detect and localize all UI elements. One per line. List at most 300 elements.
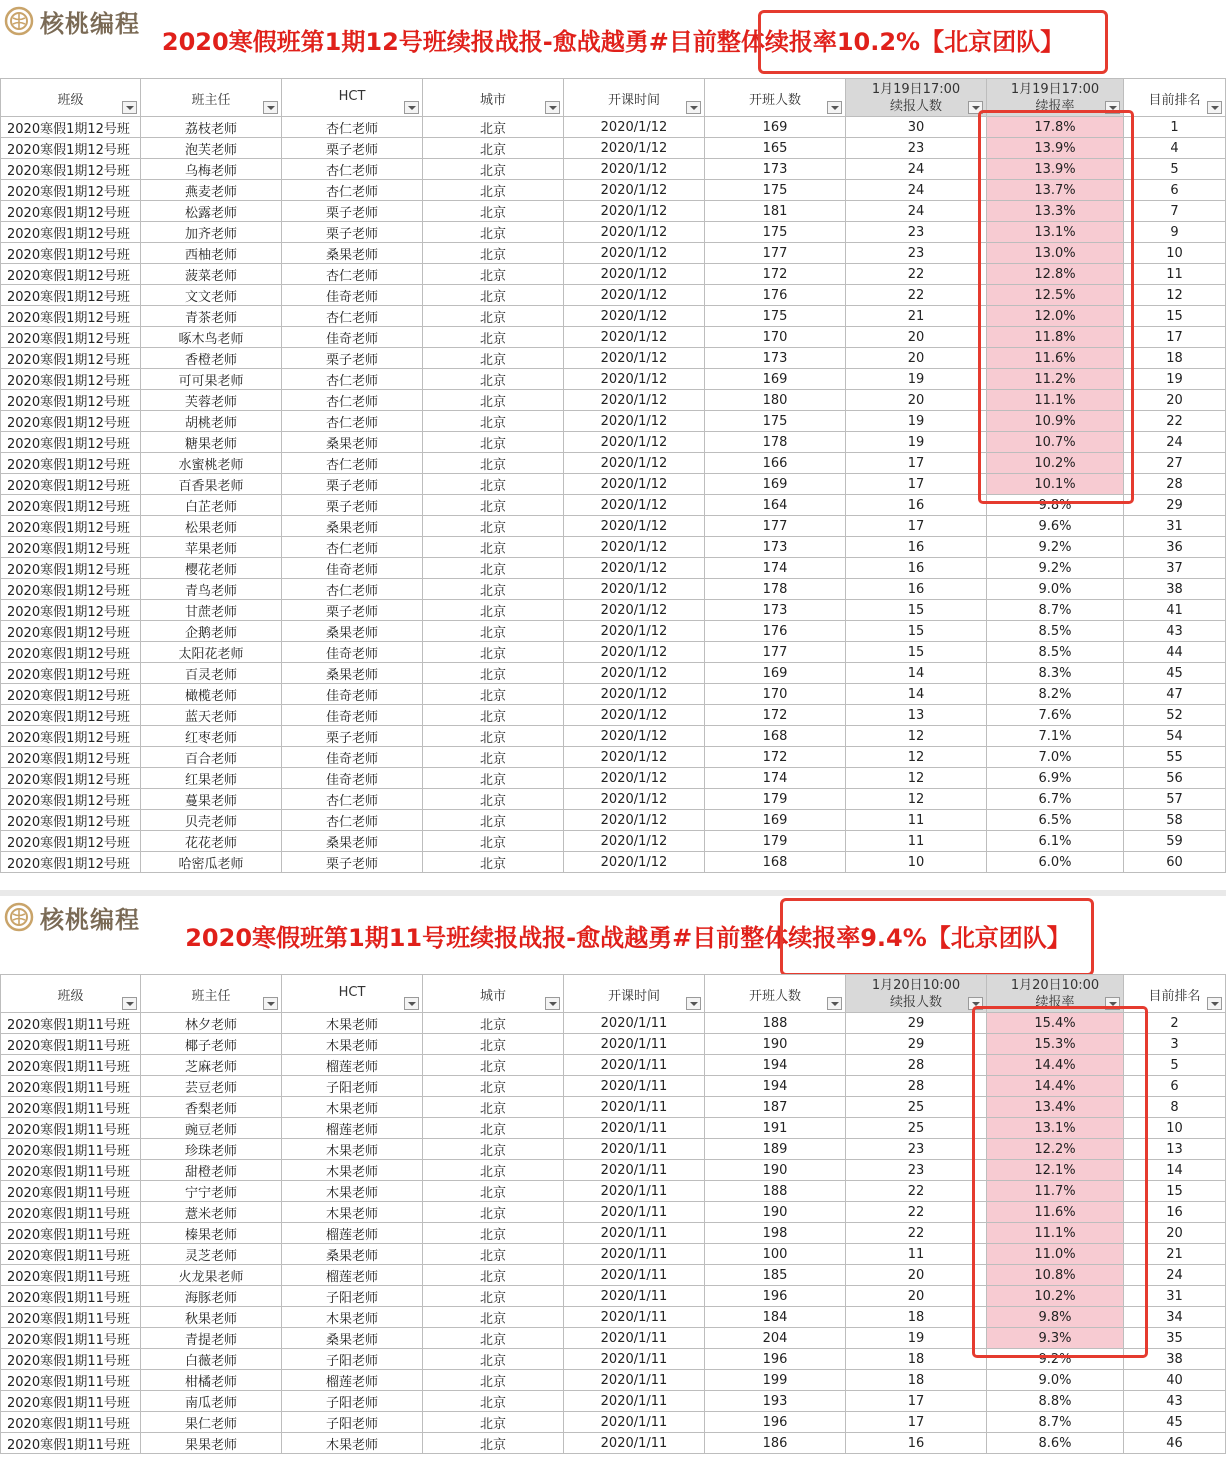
table-row <box>1 1370 1226 1391</box>
column-header-label: 班主任 <box>191 989 231 1004</box>
table-cell: 166 <box>705 453 846 474</box>
table-cell: 2020寒假1期12号班 <box>1 411 141 432</box>
table-cell: 北京 <box>423 768 564 789</box>
table-cell: 百香果老师 <box>141 474 282 495</box>
table-cell: 175 <box>705 180 846 201</box>
table-cell: 2020寒假1期11号班 <box>1 1097 141 1118</box>
overall-rate-highlight-box <box>758 10 1108 74</box>
table-cell: 2020寒假1期12号班 <box>1 390 141 411</box>
table-cell: 2020寒假1期11号班 <box>1 1433 141 1454</box>
table-cell: 2020/1/12 <box>564 285 705 306</box>
table-cell: 2020寒假1期12号班 <box>1 810 141 831</box>
table-row <box>1 621 1226 642</box>
table-cell: 7.1% <box>987 726 1124 747</box>
table-cell: 19 <box>846 369 987 390</box>
table-cell: 29 <box>846 1013 987 1034</box>
table-cell: 2020寒假1期12号班 <box>1 327 141 348</box>
filter-dropdown-icon[interactable] <box>404 997 419 1010</box>
table-cell: 176 <box>705 285 846 306</box>
table-cell: 北京 <box>423 1391 564 1412</box>
column-header <box>846 79 987 117</box>
table-cell: 2020寒假1期12号班 <box>1 348 141 369</box>
table-cell: 2020/1/12 <box>564 369 705 390</box>
table-cell: 175 <box>705 306 846 327</box>
table-row <box>1 831 1226 852</box>
column-header-label: 班级 <box>57 989 84 1004</box>
table-cell: 20 <box>1124 1223 1226 1244</box>
table-cell: 桑果老师 <box>282 1244 423 1265</box>
table-cell: 北京 <box>423 705 564 726</box>
table-cell: 2020/1/11 <box>564 1160 705 1181</box>
table-cell: 桑果老师 <box>282 831 423 852</box>
table-cell: 榴莲老师 <box>282 1265 423 1286</box>
column-header-label: 城市 <box>479 989 506 1004</box>
table-cell: 12.8% <box>987 264 1124 285</box>
table-cell: 2020寒假1期12号班 <box>1 201 141 222</box>
table-cell: 北京 <box>423 117 564 138</box>
table-cell: 169 <box>705 117 846 138</box>
table-cell: 8.7% <box>987 1412 1124 1433</box>
table-cell: 北京 <box>423 222 564 243</box>
table-cell: 18 <box>846 1370 987 1391</box>
table-cell: 2020寒假1期12号班 <box>1 705 141 726</box>
table-cell: 北京 <box>423 1370 564 1391</box>
table-cell: 187 <box>705 1097 846 1118</box>
table-cell: 22 <box>846 1181 987 1202</box>
table-cell: 2020/1/12 <box>564 789 705 810</box>
table-cell: 185 <box>705 1265 846 1286</box>
table-cell: 栗子老师 <box>282 852 423 873</box>
table-cell: 6.0% <box>987 852 1124 873</box>
table-cell: 北京 <box>423 726 564 747</box>
table-cell: 8 <box>1124 1097 1226 1118</box>
table-cell: 2020寒假1期12号班 <box>1 369 141 390</box>
table-cell: 2020/1/12 <box>564 705 705 726</box>
table-cell: 20 <box>846 327 987 348</box>
table-cell: 43 <box>1124 1391 1226 1412</box>
table-row <box>1 558 1226 579</box>
table-row <box>1 663 1226 684</box>
table-cell: 13.9% <box>987 138 1124 159</box>
table-cell: 24 <box>846 180 987 201</box>
table-cell: 桑果老师 <box>282 432 423 453</box>
table-cell: 佳奇老师 <box>282 768 423 789</box>
table-cell: 杏仁老师 <box>282 369 423 390</box>
table-cell: 佳奇老师 <box>282 747 423 768</box>
table-cell: 9 <box>1124 222 1226 243</box>
table-cell: 北京 <box>423 663 564 684</box>
table-cell: 10 <box>1124 1118 1226 1139</box>
table-cell: 北京 <box>423 579 564 600</box>
table-cell: 15.3% <box>987 1034 1124 1055</box>
table-cell: 177 <box>705 516 846 537</box>
filter-dropdown-icon[interactable] <box>827 101 842 114</box>
table-cell: 52 <box>1124 705 1226 726</box>
table-cell: 2020/1/12 <box>564 327 705 348</box>
table-cell: 6.9% <box>987 768 1124 789</box>
table-cell: 38 <box>1124 579 1226 600</box>
table-cell: 2020/1/11 <box>564 1181 705 1202</box>
table-cell: 13.1% <box>987 222 1124 243</box>
table-cell: 15 <box>846 642 987 663</box>
table-cell: 北京 <box>423 1202 564 1223</box>
table-cell: 栗子老师 <box>282 201 423 222</box>
table-cell: 杏仁老师 <box>282 453 423 474</box>
table-cell: 9.2% <box>987 537 1124 558</box>
filter-dropdown-icon[interactable] <box>263 101 278 114</box>
table-cell: 薏米老师 <box>141 1202 282 1223</box>
table-cell: 8.5% <box>987 642 1124 663</box>
table-cell: 12 <box>846 789 987 810</box>
table-cell: 红枣老师 <box>141 726 282 747</box>
table-cell: 子阳老师 <box>282 1286 423 1307</box>
table-cell: 18 <box>846 1349 987 1370</box>
report-title: 2020寒假班第1期11号班续报战报-愈战越勇#目前整体续报率9.4%【北京团队】 <box>185 924 1071 952</box>
table-cell: 2020寒假1期12号班 <box>1 117 141 138</box>
table-cell: 2020寒假1期12号班 <box>1 159 141 180</box>
table-cell: 2020/1/11 <box>564 1412 705 1433</box>
table-cell: 2020/1/11 <box>564 1139 705 1160</box>
table-cell: 糖果老师 <box>141 432 282 453</box>
table-cell: 木果老师 <box>282 1160 423 1181</box>
column-header <box>564 79 705 117</box>
table-cell: 2020寒假1期11号班 <box>1 1223 141 1244</box>
table-cell: 乌梅老师 <box>141 159 282 180</box>
table-cell: 28 <box>846 1076 987 1097</box>
table-cell: 泡芙老师 <box>141 138 282 159</box>
report-title: 2020寒假班第1期12号班续报战报-愈战越勇#目前整体续报率10.2%【北京团队】 <box>161 28 1065 56</box>
table-cell: 2020/1/12 <box>564 810 705 831</box>
table-cell: 青茶老师 <box>141 306 282 327</box>
table-cell: 14 <box>846 684 987 705</box>
table-cell: 12.1% <box>987 1160 1124 1181</box>
table-cell: 杏仁老师 <box>282 579 423 600</box>
table-cell: 57 <box>1124 789 1226 810</box>
table-cell: 8.2% <box>987 684 1124 705</box>
table-cell: 23 <box>846 243 987 264</box>
table-cell: 子阳老师 <box>282 1412 423 1433</box>
table-cell: 北京 <box>423 1118 564 1139</box>
table-cell: 15 <box>846 621 987 642</box>
table-cell: 2020寒假1期12号班 <box>1 684 141 705</box>
table-cell: 松露老师 <box>141 201 282 222</box>
table-cell: 2020寒假1期11号班 <box>1 1307 141 1328</box>
table-cell: 2020寒假1期12号班 <box>1 768 141 789</box>
column-header-label: 目前排名 <box>1148 989 1201 1004</box>
table-cell: 2020寒假1期11号班 <box>1 1349 141 1370</box>
table-cell: 169 <box>705 810 846 831</box>
table-cell: 2020寒假1期12号班 <box>1 852 141 873</box>
table-cell: 2020/1/12 <box>564 243 705 264</box>
filter-dropdown-icon[interactable] <box>686 997 701 1010</box>
table-cell: 北京 <box>423 642 564 663</box>
table-cell: 2020/1/12 <box>564 663 705 684</box>
table-cell: 2020/1/11 <box>564 1391 705 1412</box>
table-cell: 54 <box>1124 726 1226 747</box>
filter-dropdown-icon[interactable] <box>404 101 419 114</box>
table-cell: 20 <box>846 348 987 369</box>
table-cell: 10.9% <box>987 411 1124 432</box>
table-cell: 204 <box>705 1328 846 1349</box>
table-cell: 北京 <box>423 411 564 432</box>
column-header-label: 班主任 <box>191 93 231 108</box>
table-cell: 榛果老师 <box>141 1223 282 1244</box>
table-cell: 太阳花老师 <box>141 642 282 663</box>
table-cell: 20 <box>1124 390 1226 411</box>
table-cell: 2020/1/12 <box>564 159 705 180</box>
table-cell: 2020/1/11 <box>564 1433 705 1454</box>
table-cell: 加齐老师 <box>141 222 282 243</box>
table-cell: 芙蓉老师 <box>141 390 282 411</box>
table-cell: 100 <box>705 1244 846 1265</box>
table-cell: 2020/1/11 <box>564 1286 705 1307</box>
table-cell: 38 <box>1124 1349 1226 1370</box>
table-cell: 杏仁老师 <box>282 390 423 411</box>
table-cell: 15 <box>846 600 987 621</box>
table-cell: 15.4% <box>987 1013 1124 1034</box>
table-cell: 2020寒假1期12号班 <box>1 453 141 474</box>
table-cell: 2020寒假1期12号班 <box>1 789 141 810</box>
table-cell: 17 <box>846 1412 987 1433</box>
table-cell: 2020寒假1期11号班 <box>1 1160 141 1181</box>
table-cell: 9.6% <box>987 516 1124 537</box>
table-cell: 2020寒假1期12号班 <box>1 243 141 264</box>
table-cell: 14.4% <box>987 1076 1124 1097</box>
table-cell: 豌豆老师 <box>141 1118 282 1139</box>
table-cell: 佳奇老师 <box>282 558 423 579</box>
table-cell: 10 <box>1124 243 1226 264</box>
table-cell: 17 <box>846 453 987 474</box>
table-cell: 北京 <box>423 138 564 159</box>
table-cell: 芝麻老师 <box>141 1055 282 1076</box>
table-cell: 北京 <box>423 327 564 348</box>
table-cell: 杏仁老师 <box>282 306 423 327</box>
table-cell: 2020/1/11 <box>564 1097 705 1118</box>
table-cell: 栗子老师 <box>282 474 423 495</box>
table-cell: 22 <box>846 1223 987 1244</box>
table-cell: 20 <box>846 1286 987 1307</box>
table-cell: 2020/1/12 <box>564 537 705 558</box>
table-cell: 杏仁老师 <box>282 159 423 180</box>
table-cell: 25 <box>846 1118 987 1139</box>
table-cell: 北京 <box>423 1349 564 1370</box>
filter-dropdown-icon[interactable] <box>686 101 701 114</box>
table-cell: 北京 <box>423 1265 564 1286</box>
table-cell: 果果老师 <box>141 1433 282 1454</box>
table-cell: 2020/1/12 <box>564 600 705 621</box>
table-cell: 11 <box>1124 264 1226 285</box>
table-cell: 37 <box>1124 558 1226 579</box>
table-cell: 11.7% <box>987 1181 1124 1202</box>
table-cell: 2020寒假1期12号班 <box>1 642 141 663</box>
table-cell: 北京 <box>423 1307 564 1328</box>
table-cell: 169 <box>705 474 846 495</box>
filter-dropdown-icon[interactable] <box>545 101 560 114</box>
table-cell: 16 <box>846 495 987 516</box>
table-row <box>1 1412 1226 1433</box>
table-cell: 蔓果老师 <box>141 789 282 810</box>
table-cell: 木果老师 <box>282 1097 423 1118</box>
table-cell: 177 <box>705 642 846 663</box>
table-cell: 164 <box>705 495 846 516</box>
table-cell: 16 <box>846 1433 987 1454</box>
table-cell: 11.8% <box>987 327 1124 348</box>
table-cell: 9.2% <box>987 1349 1124 1370</box>
table-cell: 2020/1/12 <box>564 579 705 600</box>
table-cell: 2020寒假1期12号班 <box>1 474 141 495</box>
table-cell: 北京 <box>423 789 564 810</box>
table-cell: 23 <box>846 222 987 243</box>
filter-dropdown-icon[interactable] <box>122 101 137 114</box>
table-cell: 189 <box>705 1139 846 1160</box>
column-header <box>141 79 282 117</box>
table-cell: 珍珠老师 <box>141 1139 282 1160</box>
column-header <box>1 79 141 117</box>
column-header <box>423 79 564 117</box>
table-cell: 2020寒假1期11号班 <box>1 1202 141 1223</box>
table-cell: 2020/1/12 <box>564 768 705 789</box>
table-row <box>1 810 1226 831</box>
table-cell: 2020/1/12 <box>564 222 705 243</box>
table-cell: 181 <box>705 201 846 222</box>
table-cell: 16 <box>846 579 987 600</box>
table-cell: 14.4% <box>987 1055 1124 1076</box>
table-cell: 2020/1/12 <box>564 117 705 138</box>
table-cell: 174 <box>705 768 846 789</box>
table-cell: 2020/1/12 <box>564 852 705 873</box>
table-cell: 2020寒假1期11号班 <box>1 1055 141 1076</box>
table-cell: 11 <box>846 831 987 852</box>
table-cell: 34 <box>1124 1307 1226 1328</box>
table-cell: 168 <box>705 726 846 747</box>
table-cell: 2020寒假1期11号班 <box>1 1034 141 1055</box>
table-cell: 196 <box>705 1412 846 1433</box>
table-cell: 北京 <box>423 1244 564 1265</box>
table-cell: 北京 <box>423 600 564 621</box>
table-cell: 18 <box>846 1307 987 1328</box>
filter-dropdown-icon[interactable] <box>1207 997 1222 1010</box>
table-cell: 11.1% <box>987 390 1124 411</box>
table-cell: 贝壳老师 <box>141 810 282 831</box>
table-cell: 29 <box>846 1034 987 1055</box>
table-cell: 22 <box>1124 411 1226 432</box>
table-cell: 177 <box>705 243 846 264</box>
table-cell: 15 <box>1124 306 1226 327</box>
table-cell: 北京 <box>423 369 564 390</box>
table-cell: 9.3% <box>987 1328 1124 1349</box>
table-cell: 秋果老师 <box>141 1307 282 1328</box>
table-cell: 北京 <box>423 810 564 831</box>
table-cell: 2020寒假1期12号班 <box>1 285 141 306</box>
table-cell: 北京 <box>423 1160 564 1181</box>
filter-dropdown-icon[interactable] <box>1207 101 1222 114</box>
table-cell: 海豚老师 <box>141 1286 282 1307</box>
table-cell: 2020/1/12 <box>564 516 705 537</box>
table-cell: 179 <box>705 789 846 810</box>
table-cell: 12.0% <box>987 306 1124 327</box>
table-cell: 2020/1/12 <box>564 390 705 411</box>
column-header-label: 续报率 <box>1035 995 1075 1010</box>
table-cell: 45 <box>1124 1412 1226 1433</box>
table-cell: 44 <box>1124 642 1226 663</box>
column-header <box>282 79 423 117</box>
table-cell: 25 <box>846 1097 987 1118</box>
table-cell: 12 <box>846 747 987 768</box>
table-cell: 13 <box>846 705 987 726</box>
table-cell: 190 <box>705 1160 846 1181</box>
table-cell: 杏仁老师 <box>282 810 423 831</box>
table-cell: 北京 <box>423 1097 564 1118</box>
table-cell: 173 <box>705 348 846 369</box>
table-cell: 24 <box>1124 432 1226 453</box>
table-cell: 10.1% <box>987 474 1124 495</box>
table-cell: 11 <box>846 1244 987 1265</box>
table-cell: 百合老师 <box>141 747 282 768</box>
report-panel-class-11 <box>0 896 1226 1470</box>
table-cell: 胡桃老师 <box>141 411 282 432</box>
column-header-label: 续报人数 <box>889 99 942 114</box>
table-cell: 12.5% <box>987 285 1124 306</box>
table-cell: 北京 <box>423 453 564 474</box>
table-cell: 11.6% <box>987 1202 1124 1223</box>
table-cell: 13.7% <box>987 180 1124 201</box>
table-cell: 松果老师 <box>141 516 282 537</box>
table-cell: 175 <box>705 411 846 432</box>
table-cell: 16 <box>846 558 987 579</box>
table-cell: 北京 <box>423 852 564 873</box>
table-cell: 子阳老师 <box>282 1076 423 1097</box>
table-cell: 杏仁老师 <box>282 789 423 810</box>
table-cell: 6 <box>1124 1076 1226 1097</box>
column-header-label: 1月20日10:00 <box>871 978 961 993</box>
table-cell: 2020寒假1期12号班 <box>1 600 141 621</box>
table-cell: 北京 <box>423 495 564 516</box>
table-cell: 194 <box>705 1055 846 1076</box>
table-cell: 22 <box>846 285 987 306</box>
table-cell: 木果老师 <box>282 1034 423 1055</box>
table-cell: 北京 <box>423 516 564 537</box>
table-cell: 10 <box>846 852 987 873</box>
table-row <box>1 852 1226 873</box>
table-cell: 19 <box>846 411 987 432</box>
table-cell: 6.5% <box>987 810 1124 831</box>
table-cell: 水蜜桃老师 <box>141 453 282 474</box>
table-cell: 杏仁老师 <box>282 411 423 432</box>
filter-dropdown-icon[interactable] <box>263 997 278 1010</box>
table-cell: 59 <box>1124 831 1226 852</box>
table-cell: 21 <box>846 306 987 327</box>
table-cell: 2020/1/12 <box>564 684 705 705</box>
table-cell: 2020寒假1期12号班 <box>1 663 141 684</box>
table-cell: 青鸟老师 <box>141 579 282 600</box>
table-cell: 香梨老师 <box>141 1097 282 1118</box>
table-cell: 2020寒假1期12号班 <box>1 222 141 243</box>
filter-dropdown-icon[interactable] <box>122 997 137 1010</box>
table-cell: 17 <box>846 516 987 537</box>
table-cell: 子阳老师 <box>282 1391 423 1412</box>
table-cell: 佳奇老师 <box>282 285 423 306</box>
table-cell: 北京 <box>423 831 564 852</box>
table-cell: 194 <box>705 1076 846 1097</box>
table-cell: 青提老师 <box>141 1328 282 1349</box>
filter-dropdown-icon[interactable] <box>827 997 842 1010</box>
table-cell: 9.0% <box>987 579 1124 600</box>
table-cell: 2020/1/12 <box>564 474 705 495</box>
table-cell: 12 <box>846 768 987 789</box>
table-cell: 165 <box>705 138 846 159</box>
table-cell: 2020寒假1期12号班 <box>1 138 141 159</box>
filter-dropdown-icon[interactable] <box>545 997 560 1010</box>
